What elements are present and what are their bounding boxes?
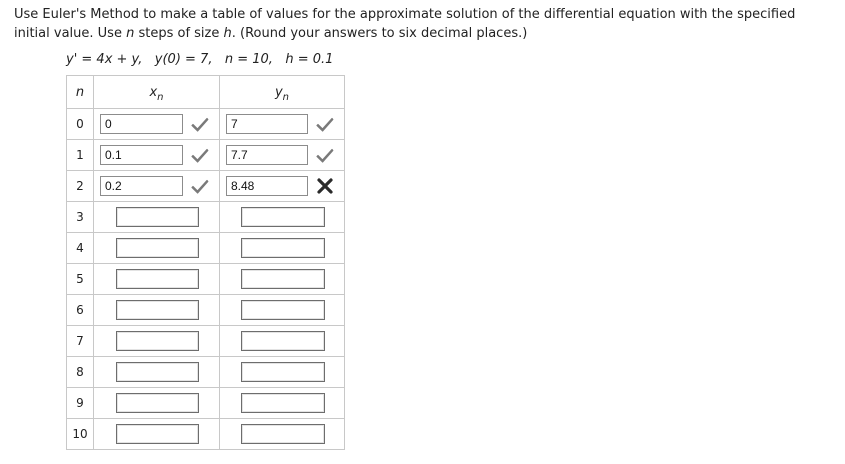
row-index: 5 [67,264,94,295]
y-cell-inner [220,419,344,449]
header-n [67,76,94,109]
y-cell [220,295,345,326]
check-icon [316,146,334,164]
table-header-row [67,76,345,109]
y-cell [220,109,345,140]
y-cell [220,419,345,450]
header-y-label: y [274,84,283,100]
x-answer-input[interactable] [116,300,199,320]
y-cell [220,202,345,233]
y-cell-inner [220,140,344,170]
check-icon [191,177,209,195]
row-index: 7 [67,326,94,357]
y-cell [220,388,345,419]
y-cell [220,233,345,264]
y-answer-input[interactable] [241,207,325,227]
table-row [67,388,345,419]
instructions-line2-part: initial value. Use [14,26,127,41]
y-answer-input[interactable] [241,238,325,258]
table-row [67,171,345,202]
equation-h: h = 0.1 [285,52,334,67]
table-row [67,233,345,264]
y-answer-input[interactable] [241,269,325,289]
y-cell [220,171,345,202]
x-cell-inner [94,419,219,449]
x-cell-inner [94,109,219,139]
header-x-label: x [149,84,158,100]
x-cell-inner [94,233,219,263]
check-icon [316,115,334,133]
y-answer-input[interactable] [241,393,325,413]
table-row [67,326,345,357]
table-row [67,109,345,140]
table-row [67,357,345,388]
check-icon [191,115,209,133]
y-cell-inner [220,295,344,325]
x-cell [94,326,220,357]
y-cell-inner [220,326,344,356]
x-cell-inner [94,140,219,170]
x-answer-input[interactable]: 0.1 [100,145,183,165]
x-cell [94,357,220,388]
check-icon [191,146,209,164]
y-cell [220,140,345,171]
y-cell-inner [220,202,344,232]
y-cell-inner [220,233,344,263]
header-x [94,76,220,109]
table-row [67,419,345,450]
header-n-label: n [75,84,85,100]
header-y [220,76,345,109]
y-answer-input[interactable]: 8.48 [226,176,308,196]
row-index: 0 [67,109,94,140]
x-answer-input[interactable] [116,331,199,351]
row-index: 10 [67,419,94,450]
y-answer-input[interactable] [241,331,325,351]
row-index: 4 [67,233,94,264]
y-answer-input[interactable] [241,300,325,320]
instructions-line1: Use Euler's Method to make a table of values for the approximate solution of the differential equation with the specified [14,7,796,22]
equation-n: n = 10, [224,52,273,67]
table-body [67,109,345,450]
y-cell-inner [220,109,344,139]
y-answer-input[interactable]: 7 [226,114,308,134]
equation-line [66,52,333,67]
x-cell-inner [94,357,219,387]
y-cell-inner [220,388,344,418]
table-row [67,202,345,233]
x-cell [94,295,220,326]
x-answer-input[interactable] [116,269,199,289]
x-answer-input[interactable]: 0 [100,114,183,134]
row-index: 1 [67,140,94,171]
x-cell-inner [94,326,219,356]
table-row [67,295,345,326]
x-cell [94,140,220,171]
y-cell-inner [220,264,344,294]
x-icon [316,177,334,195]
x-cell-inner [94,264,219,294]
instructions [14,5,834,43]
equation-de: y' = 4x + y, [66,52,143,67]
table-row [67,140,345,171]
euler-table [66,75,345,450]
x-cell [94,419,220,450]
y-answer-input[interactable]: 7.7 [226,145,308,165]
x-cell [94,233,220,264]
x-answer-input[interactable] [116,393,199,413]
x-cell-inner [94,295,219,325]
x-cell-inner [94,388,219,418]
x-cell [94,264,220,295]
x-answer-input[interactable] [116,362,199,382]
instructions-line2-part: steps of size [134,26,224,41]
table-row [67,264,345,295]
header-y-subscript: n [282,91,290,103]
x-answer-input[interactable]: 0.2 [100,176,183,196]
x-cell [94,109,220,140]
y-answer-input[interactable] [241,424,325,444]
row-index: 9 [67,388,94,419]
row-index: 8 [67,357,94,388]
x-cell [94,388,220,419]
row-index: 3 [67,202,94,233]
x-cell-inner [94,202,219,232]
y-cell [220,326,345,357]
x-cell-inner [94,171,219,201]
row-index: 2 [67,171,94,202]
y-answer-input[interactable] [241,362,325,382]
instructions-line2-part: . (Round your answers to six decimal places.) [231,26,528,41]
instructions-var-n: n [126,26,135,41]
y-cell [220,357,345,388]
y-cell-inner [220,171,344,201]
x-answer-input[interactable] [116,238,199,258]
equation-initial-value: y(0) = 7, [154,52,213,67]
header-x-subscript: n [157,91,164,103]
y-cell-inner [220,357,344,387]
row-index: 6 [67,295,94,326]
x-answer-input[interactable] [116,207,199,227]
y-cell [220,264,345,295]
x-answer-input[interactable] [116,424,199,444]
x-cell [94,202,220,233]
x-cell [94,171,220,202]
instructions-var-h: h [223,26,232,41]
